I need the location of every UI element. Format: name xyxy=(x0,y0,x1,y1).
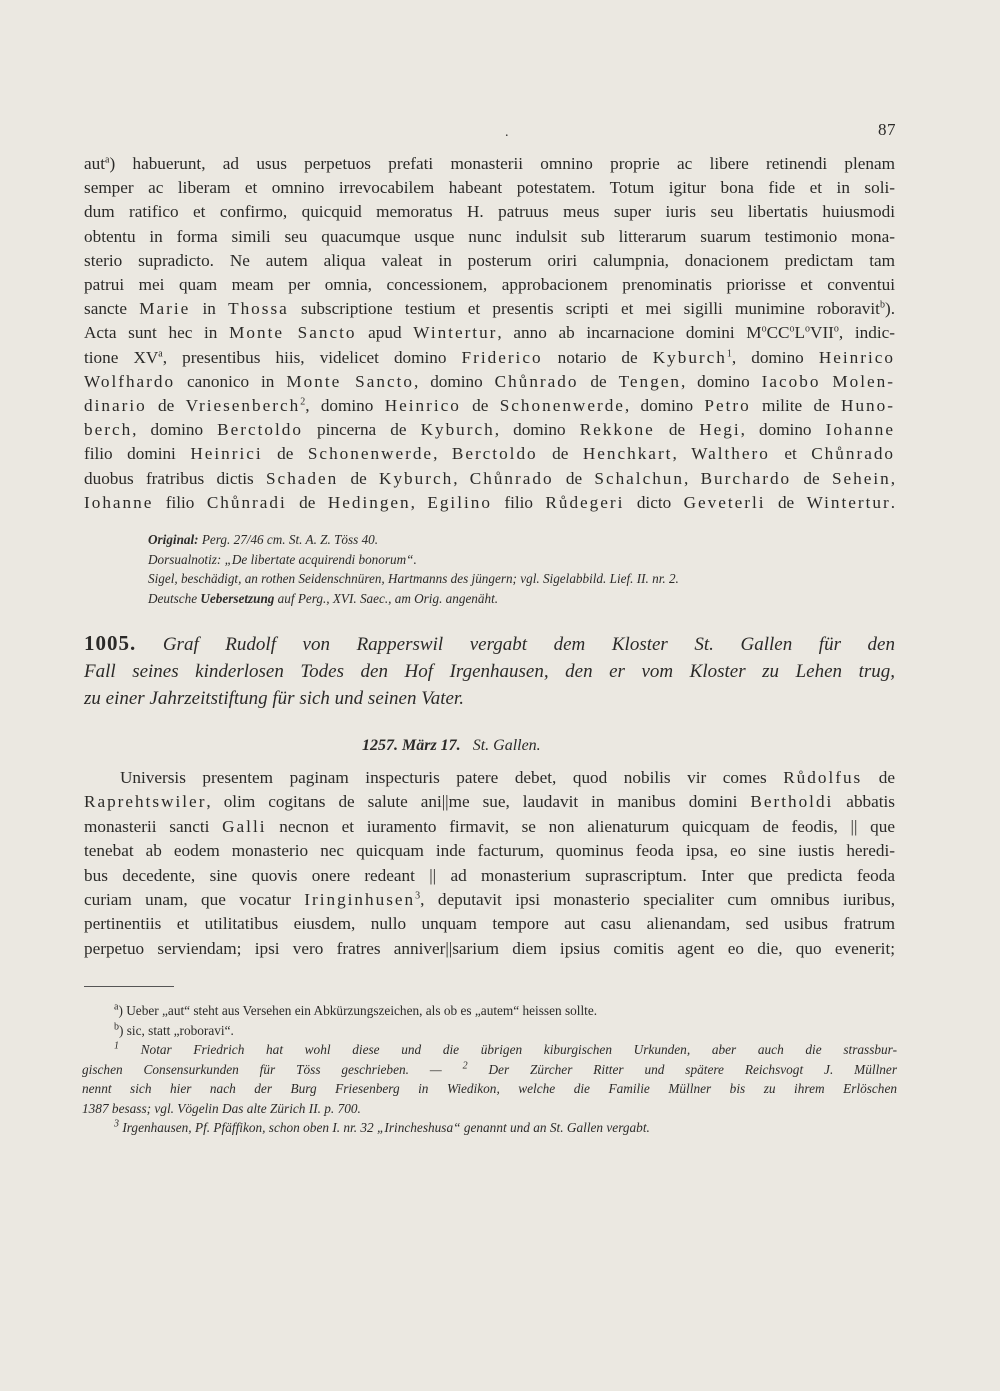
source-notes xyxy=(148,530,898,608)
text-line: Universis presentem paginam inspecturis patere debet, quod nobilis vir comes Růdolfus de xyxy=(120,768,895,787)
text-line: sancte Marie in Thossa subscriptione testium et presentis scripti et mei sigilli munimine roboravit$^b$). xyxy=(84,299,895,319)
document-number: 1005. xyxy=(84,631,137,655)
text-line: berch, domino Berctoldo pincerna de Kyburch, domino Rekkone de Hegi, domino Iohanne xyxy=(84,420,895,440)
text-line: dinario de Vriesenberch$^2$, domino Heinrico de Schonenwerde, domino Petro milite de Huno- xyxy=(84,396,895,416)
footnote-divider xyxy=(84,986,174,987)
charter-text xyxy=(84,152,895,515)
text-line: tione $XV^a$, presentibus hiis, videlicet domino Friderico notario de Kyburch$^1$, domino Heinrico xyxy=(84,347,895,367)
text-line: dum ratifico et confirmo, quicquid memoratus H. patruus meus super iuris seu libertatis huiusmodi xyxy=(84,202,895,222)
footnote-2-end: 1387 besass; vgl. Vögelin Das alte Zürich II. p. 700. xyxy=(82,1100,361,1116)
text-line: tenebat ab eodem monasterio nec quicquam inde facturum, quominus feoda ipsa, eo sine iustis heredi- xyxy=(84,841,895,861)
footnote-3: $^3$ Irgenhausen, Pf. Pfäffikon, schon oben I. nr. 32 „Irincheshusa“ genannt und an St. Gallen vergabt. xyxy=(114,1118,650,1135)
text-line: patrui mei quam meam per omnia, concessionem, approbacionem prenominatis priorisse et conventui xyxy=(84,275,895,295)
text-line: sterio supradicto. Ne autem aliqua valeat in posterum oriri calumpnia, donacionem predictam tam xyxy=(84,250,895,270)
text-line: semper ac liberam et omnino irrevocabilem habeant potestatem. Totum igitur bona fide et in soli- xyxy=(84,178,895,198)
text-line: obtentu in forma simili seu quacumque usque nunc indulsit sub litterarum suarum testimonio mona- xyxy=(84,226,895,246)
footnote-2-cont: nennt sich hier nach der Burg Friesenberg in Wiedikon, welche die Familie Müllner bis zu ihrem Erlöschen xyxy=(82,1081,897,1096)
footnotes xyxy=(82,1001,898,1138)
note-dorsual: Dorsualnotiz: „De libertate acquirendi bonorum“. xyxy=(148,551,417,567)
text-line: aut$^a$) habuerunt, ad usus perpetuos prefati monasterii omnino proprie ac libere retinendi plenam xyxy=(84,154,895,173)
page-number: 87 xyxy=(878,120,896,139)
dateline: 1257. März 17. St. Gallen. xyxy=(362,737,541,754)
text-line: Raprehtswiler, olim cogitans de salute ani||me sue, laudavit in manibus domini Bertholdi abbatis xyxy=(84,792,895,812)
text-line: Wolfhardo canonico in Monte Sancto, domino Chůnrado de Tengen, domino Iacobo Molen- xyxy=(84,371,895,391)
document-heading: 1005. Graf Rudolf von Rapperswil vergabt dem Kloster St. Gallen für den Fall seines kinderlosen Todes den Hof Irgenhausen, den er vom Kloster zu Lehen trug, zu einer Jahrzeitstiftung für sich und seinen Vater. xyxy=(84,631,895,709)
note-seal: Sigel, beschädigt, an rothen Seidenschnüren, Hartmanns des jüngern; vgl. Sigelabbild. Lief. II. nr. 2. xyxy=(148,571,679,587)
footnote-a: $^a$) Ueber „aut“ steht aus Versehen ein Abkürzungszeichen, als ob es „autem“ heissen sollte. xyxy=(114,1001,598,1018)
text-line: Iohanne filio Chůnradi de Hedingen, Egilino filio Růdegeri dicto Geveterli de Wintertur. xyxy=(84,492,895,512)
text-line: bus decedente, sine quovis onere redeant || ad monasterium suprascriptum. Inter que predicta feoda xyxy=(84,865,895,885)
text-line: perpetuo serviendam; ipsi vero fratres anniver||sarium diem ipsius comitis agent eo die, quo evenerit; xyxy=(84,938,895,958)
text-line: monasterii sancti Galli necnon et iuramento firmavit, se non alienaturum quicquam de feodis, || que xyxy=(84,816,895,836)
footnote-1-cont: gischen Consensurkunden für Töss geschrieben. — $^2$ Der Zürcher Ritter und spätere Reichsvogt J. Müllner xyxy=(82,1060,898,1077)
text-line: duobus fratribus dictis Schaden de Kyburch, Chůnrado de Schalchun, Burchardo de Sehein, xyxy=(84,468,896,488)
text-line: filio domini Heinrici de Schonenwerde, Berctoldo de Henchkart, Walthero et Chůnrado xyxy=(84,444,896,464)
text-line: curiam unam, que vocatur Iringinhusen$^3$, deputavit ipsi monasterio specialiter cum omnibus iuribus, xyxy=(84,890,896,910)
text-line: pertinentiis et utilitatibus eiusdem, nullo unquam tempore aut casu alienandam, sed usibus fratrum xyxy=(84,914,895,934)
page-mark: . xyxy=(505,125,509,140)
footnote-b: $^b$) sic, statt „roboravi“. xyxy=(114,1021,234,1038)
note-original: Original: Perg. 27/46 cm. St. A. Z. Töss 40. xyxy=(148,532,379,547)
note-translation: Deutsche Uebersetzung auf Perg., XVI. Saec., am Orig. angenäht. xyxy=(148,590,499,606)
text-line: Acta sunt hec in Monte Sancto apud Wintertur, anno ab incarnacione domini $M^oCC^oL^oVII^o$, indic- xyxy=(84,323,895,343)
document-body xyxy=(84,766,895,961)
footnote-1: $^1$ Notar Friedrich hat wohl diese und die übrigen kiburgischen Urkunden, aber auch die strassbur- xyxy=(114,1040,897,1057)
